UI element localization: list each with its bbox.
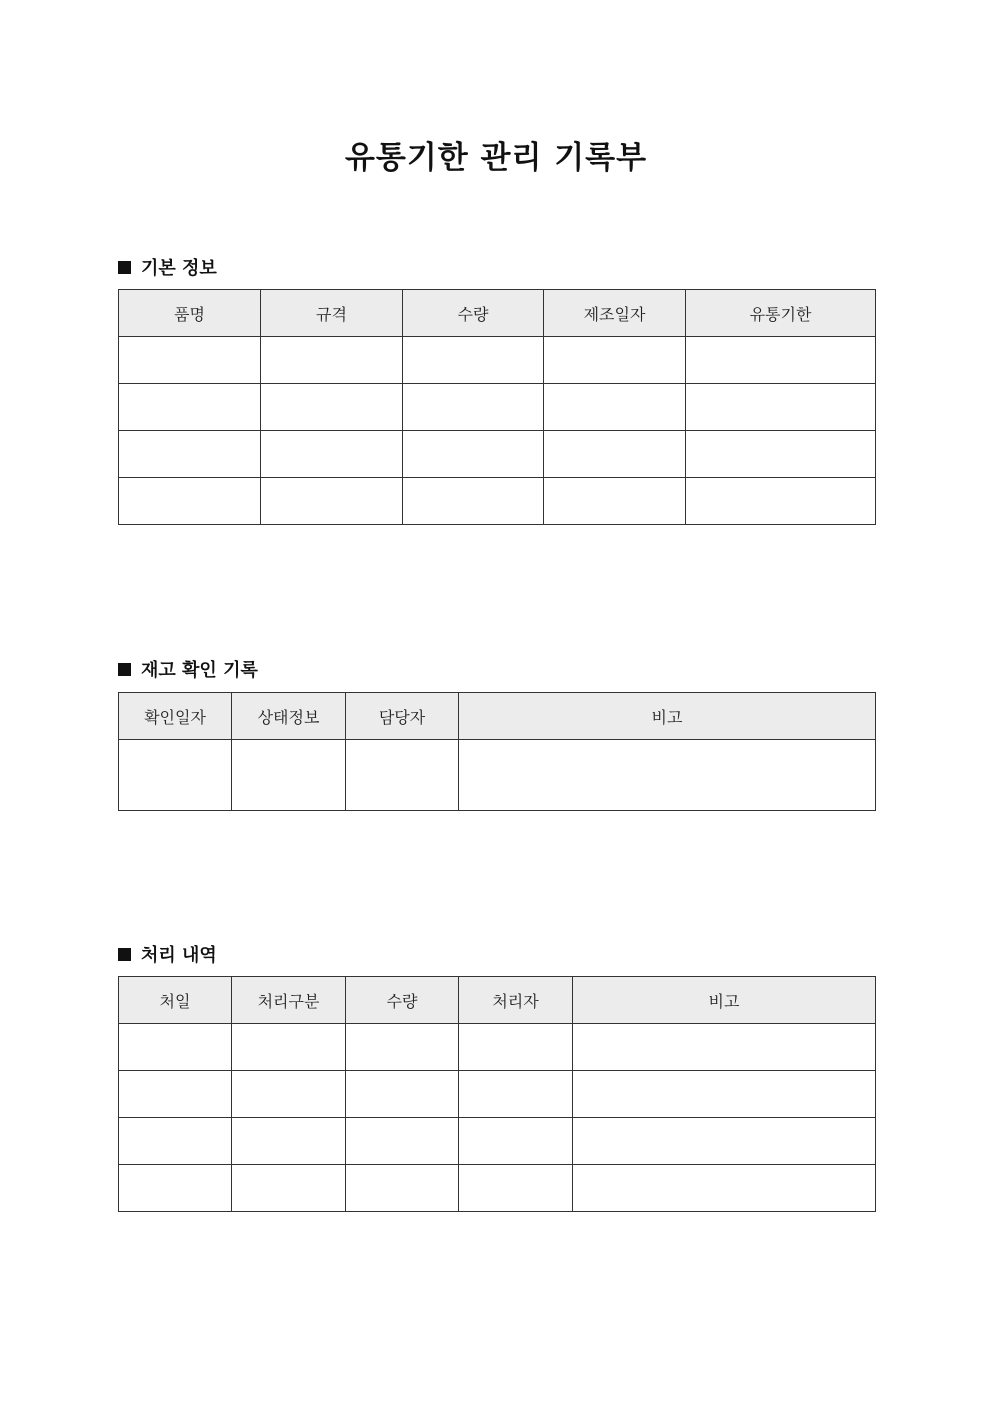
table-cell[interactable]: [346, 1071, 459, 1118]
column-header: 유통기한: [686, 290, 876, 337]
table-cell[interactable]: [686, 478, 876, 525]
table-cell[interactable]: [346, 1024, 459, 1071]
table-cell[interactable]: [459, 1118, 573, 1165]
table-cell[interactable]: [403, 431, 544, 478]
table-cell[interactable]: [346, 740, 459, 811]
table-cell[interactable]: [119, 1118, 232, 1165]
section-heading-label: 기본 정보: [141, 258, 217, 279]
column-header: 처일: [119, 977, 232, 1024]
table-cell[interactable]: [544, 478, 686, 525]
table-row: [119, 1024, 876, 1071]
column-header: 규격: [261, 290, 403, 337]
page-title: 유통기한 관리 기록부: [344, 140, 648, 176]
column-header: 확인일자: [119, 693, 232, 740]
section-heading-basic-info: [118, 254, 217, 280]
table-header-row: [119, 290, 876, 337]
table-cell[interactable]: [544, 384, 686, 431]
table-cell[interactable]: [459, 740, 876, 811]
table-cell[interactable]: [119, 337, 261, 384]
table-cell[interactable]: [119, 478, 261, 525]
table-cell[interactable]: [119, 1024, 232, 1071]
stock-check-table: [118, 692, 876, 811]
section-heading-label: 재고 확인 기록: [141, 660, 258, 681]
square-bullet-icon: [118, 948, 131, 961]
column-header: 수량: [346, 977, 459, 1024]
table-cell[interactable]: [573, 1071, 876, 1118]
column-header: 비고: [459, 693, 876, 740]
table-cell[interactable]: [261, 337, 403, 384]
table-header-row: [119, 693, 876, 740]
table-cell[interactable]: [459, 1024, 573, 1071]
section-heading-disposal: [118, 941, 217, 967]
section-heading-label: 처리 내역: [141, 945, 217, 966]
table-row: [119, 478, 876, 525]
table-cell[interactable]: [573, 1024, 876, 1071]
column-header: 처리구분: [232, 977, 346, 1024]
table-cell[interactable]: [403, 337, 544, 384]
table-cell[interactable]: [346, 1165, 459, 1212]
table-cell[interactable]: [119, 384, 261, 431]
table-cell[interactable]: [261, 478, 403, 525]
table-cell[interactable]: [119, 740, 232, 811]
table-cell[interactable]: [232, 1165, 346, 1212]
table-cell[interactable]: [544, 431, 686, 478]
table-cell[interactable]: [232, 1024, 346, 1071]
table-cell[interactable]: [403, 478, 544, 525]
column-header: 처리자: [459, 977, 573, 1024]
table-cell[interactable]: [261, 431, 403, 478]
column-header: 상태정보: [232, 693, 346, 740]
table-cell[interactable]: [459, 1071, 573, 1118]
table-cell[interactable]: [459, 1165, 573, 1212]
table-cell[interactable]: [573, 1118, 876, 1165]
basic-info-table: [118, 289, 876, 525]
table-cell[interactable]: [686, 384, 876, 431]
table-row: [119, 1165, 876, 1212]
section-heading-stock-check: [118, 656, 258, 682]
table-row: [119, 1071, 876, 1118]
disposal-table: [118, 976, 876, 1212]
table-cell[interactable]: [346, 1118, 459, 1165]
table-row: [119, 337, 876, 384]
table-cell[interactable]: [232, 1071, 346, 1118]
table-cell[interactable]: [573, 1165, 876, 1212]
column-header: 제조일자: [544, 290, 686, 337]
column-header: 비고: [573, 977, 876, 1024]
table-row: [119, 384, 876, 431]
table-cell[interactable]: [232, 740, 346, 811]
square-bullet-icon: [118, 663, 131, 676]
table-cell[interactable]: [403, 384, 544, 431]
column-header: 담당자: [346, 693, 459, 740]
table-cell[interactable]: [261, 384, 403, 431]
table-row: [119, 740, 876, 811]
column-header: 품명: [119, 290, 261, 337]
table-row: [119, 431, 876, 478]
column-header: 수량: [403, 290, 544, 337]
table-cell[interactable]: [544, 337, 686, 384]
table-cell[interactable]: [232, 1118, 346, 1165]
table-cell[interactable]: [686, 431, 876, 478]
table-cell[interactable]: [119, 1071, 232, 1118]
table-cell[interactable]: [119, 431, 261, 478]
table-cell[interactable]: [686, 337, 876, 384]
table-cell[interactable]: [119, 1165, 232, 1212]
table-header-row: [119, 977, 876, 1024]
square-bullet-icon: [118, 261, 131, 274]
table-row: [119, 1118, 876, 1165]
